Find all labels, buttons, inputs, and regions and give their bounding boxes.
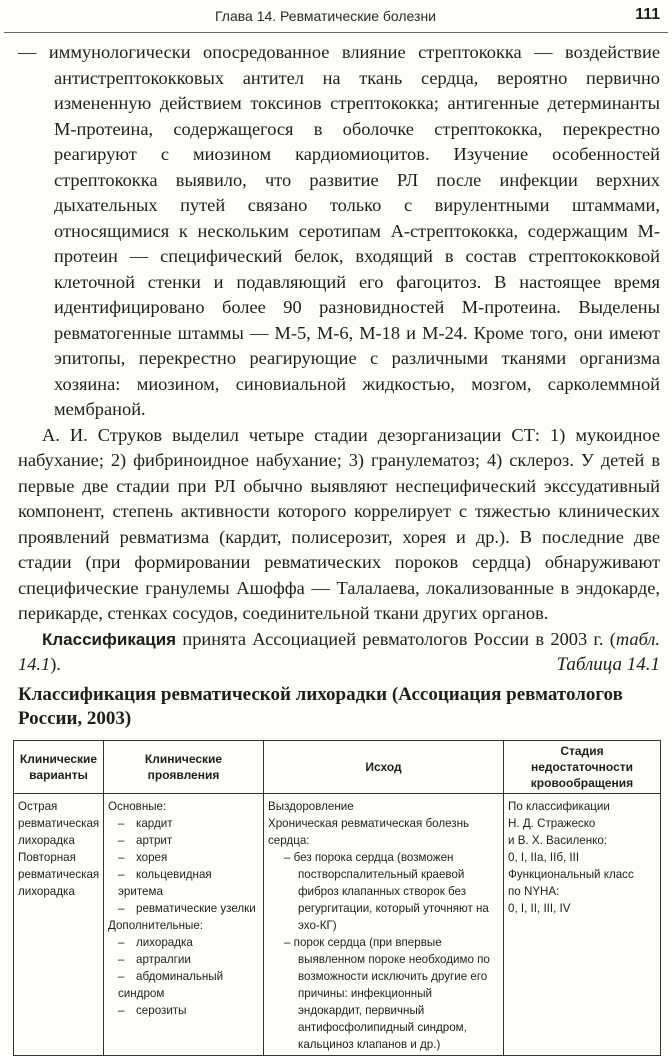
table-reference: табл. 14.1: [18, 628, 660, 674]
classification-text: принята Ассоциацией ревматологов России в 2003 г. (: [176, 628, 616, 649]
header-stage: Стадия недостаточности кровообращения: [504, 741, 661, 794]
stage-line: Н. Д. Стражеско: [508, 817, 596, 830]
page-number: 111: [635, 6, 660, 23]
cell-manifestations: [104, 794, 264, 1056]
main-label: Основные:: [108, 800, 167, 813]
header-outcome: Исход: [264, 741, 504, 794]
table-row: [14, 794, 661, 1056]
outcome-item: – порок сердца (при впервые выявленном пороке необходимо по возможности исключить другие его причины: инфекционный эндокардит, первичный антифосфолипидный синдром, кальциноз клапанов и др.): [284, 936, 490, 1051]
list-item: – ревматические узелки: [118, 902, 256, 915]
outcome-recovery: Выздоровление: [268, 800, 354, 813]
stage-line: по NYHA:: [508, 885, 560, 898]
table-label: Таблица 14.1: [556, 654, 660, 675]
header-manifestations: Клинические проявления: [104, 741, 264, 794]
body-text: [18, 40, 660, 678]
stage-line: По классификации: [508, 800, 610, 813]
list-item: – артралгии: [118, 953, 191, 966]
list-item: – абдоминальный синдром: [118, 970, 224, 1000]
stage-line: и В. Х. Василенко:: [508, 834, 607, 847]
classification-end: ).: [50, 654, 61, 674]
header-rule: [4, 32, 668, 33]
cell-stage: [504, 794, 661, 1056]
list-item: – хорея: [118, 851, 168, 864]
stage-line: Функциональный класс: [508, 868, 634, 881]
list-item: – лихорадка: [118, 936, 193, 949]
outcome-item: – без порока сердца (возможен постворспалительный краевой фиброз клапанных створок без регургитации, который уточняют на эхо-КГ): [284, 851, 489, 932]
paragraph-strukov: А. И. Струков выделил четыре стадии дезорганизации СТ: 1) мукоидное набухание; 2) фибриноидное набухание; 3) гранулематоз; 4) склероз. У детей в первые две стадии при РЛ обычно выявляют неспецифический экссудативный компонент, степень активности которого коррелирует с тяжестью клинических проявлений ревматизма (кардит, полисерозит, хорея и др.). В последние две стадии (при формировании ревматических пороков сердца) обнаруживают специфические гранулемы Ашоффа — Талалаева, локализованные в эндокарде, перикарде, стенках сосудов, соединительной ткани других органов.: [18, 424, 660, 623]
list-item: – серозиты: [118, 1004, 187, 1017]
list-item: – кардит: [118, 817, 173, 830]
classification-table: [13, 740, 661, 1056]
table-title: Классификация ревматической лихорадки (Ассоциация ревматологов России, 2003): [18, 684, 623, 729]
stage-line: 0, I, II, III, IV: [508, 902, 571, 915]
list-item: – артрит: [118, 834, 173, 847]
header-variants: Клинические варианты: [14, 741, 104, 794]
dash-list-item: — иммунологически опосредованное влияние стрептококка — воздействие антистрептококковых антител на ткань сердца, вероятно первично измененную действием токсинов стрептококка; антигенные детерминанты М-протеина, содержащегося в оболочке стрептококка, перекрестно реагируют с миозином кардиомиоцитов. Изучение особенностей стрептококка выявило, что развитие РЛ после инфекции верхних дыхательных путей связано только с вирулентными штаммами, относящимися к нескольким серотипам А-стрептококка, содержащим М-протеин — специфический белок, входящий в состав стрептококковой клеточной стенки и подавляющий его фагоцитоз. В настоящее время идентифицировано более 90 разновидностей М-протеина. Выделены ревматогенные штаммы — М-5, М-6, М-18 и М-24. Кроме того, они имеют эпитопы, перекрестно реагирующие с различными тканями организма хозяина: миозином, синовиальной жидкостью, мозгом, сарколеммной мембраной.: [18, 42, 660, 419]
page-header: [0, 0, 672, 34]
outcome-chronic: Хроническая ревматическая болезнь сердца:: [268, 817, 470, 847]
table-header-row: [14, 741, 661, 794]
stage-line: 0, I, IIа, IIб, III: [508, 851, 580, 864]
cell-outcome: [264, 794, 504, 1056]
list-item: – кольцевидная эритема: [118, 868, 212, 898]
variant-recurrent: Повторная ревматическая лихорадка: [18, 851, 100, 898]
chapter-title: Глава 14. Ревматические болезни: [215, 8, 436, 24]
classification-heading: Классификация: [42, 629, 177, 649]
cell-variants: [14, 794, 104, 1056]
variant-acute: Острая ревматическая лихорадка: [18, 800, 100, 847]
extra-label: Дополнительные:: [108, 919, 203, 932]
